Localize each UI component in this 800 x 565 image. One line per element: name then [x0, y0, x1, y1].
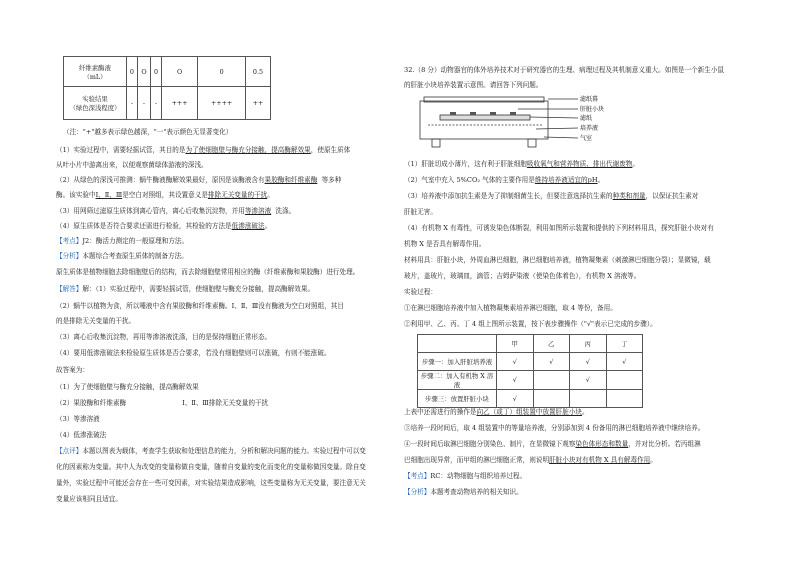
table-cell: +++	[161, 87, 197, 120]
question-32-line2: 的肝脏小块培养装置示意图。请回答下列问题。	[404, 81, 543, 89]
jieda-4: （4）要用低渗涨破法来检验原生质体是否合要求，若没有细胞壁则可以涨破，有则不能涨破。	[56, 349, 331, 357]
table-cell: 0	[127, 57, 138, 87]
jieda-2-line2: 的是排除无关变量的干扰。	[56, 317, 136, 325]
table-row: 步骤一：加入肝脏培养液 √ √ √ √	[418, 353, 643, 371]
final-answer-1: （1）为了使细胞壁与酶充分接触，提高酶解效果	[56, 383, 199, 391]
final-answer-3: （3）等渗溶液	[56, 415, 100, 423]
table-row-label: 实验结果 （绿色深浅程度）	[64, 87, 127, 120]
question-3: （3）用网筛过滤原生质体到离心管内，离心后收集沉淀物，并用等渗溶液 洗涤。	[56, 207, 296, 215]
table-cell: -	[137, 87, 150, 120]
final-answer-4: （4）低渗涨破法	[56, 431, 107, 439]
label-peiyangye: 培养液	[580, 125, 599, 132]
table-header: 丙	[570, 335, 607, 353]
table-cell: 0	[198, 57, 246, 87]
r-fenxi: 【分析】本题考查动物培养的相关知识。	[404, 488, 523, 496]
step-4: ④一段时间后取淋巴细胞分别染色、制片，在显微镜下观察染色体形态和数量，并对比分析。若丙组淋	[404, 440, 701, 448]
r-question-2: （2）气室中充入 5%CO₂ 气体的主要作用是维持培养液适宜的pH。	[404, 176, 605, 184]
fenxi-line2: 原生质体是植物细胞去除细胞壁后的结构，而去除细胞壁常用相应的酶（纤维素酶和果胶酶）进行处理。	[56, 268, 360, 276]
materials: 材料用具：肝脏小块，外周血淋巴细胞，淋巴细胞培养液，植物凝集素（刺激淋巴细胞分裂）；显微镜，载	[404, 256, 711, 264]
table-cell: ++	[246, 87, 271, 120]
question-4: （4）原生质体是否符合要求还需进行检验，其检验的方法是低渗涨破法。	[56, 222, 272, 230]
question-2-line2: 酶。该实验中I、Ⅱ、Ⅲ是空白对照组，其设置意义是排除无关变量的干扰。	[56, 191, 274, 199]
r-question-3-line2: 肝脏无害。	[404, 208, 437, 216]
step-2: ②利用甲、乙、丙、丁 4 组上图所示装置，按下表步骤操作（"√"表示已完成的步骤）。	[404, 320, 657, 328]
question-1: （1）实验过程中，需要轻摇试管，其目的是为了使细胞壁与酶充分接触，提高酶解效果，使原生质体	[56, 146, 351, 154]
label-lvzhimu: 滤纸幕	[580, 96, 599, 103]
r-question-3: （3）培养液中添加抗生素是为了抑制细菌生长，但要注意选择抗生素的种类和剂量，以保证抗生素对	[404, 192, 699, 200]
answer-2a: 果胶酶和纤维素酶	[264, 176, 318, 184]
table-cell: -	[151, 87, 162, 120]
dianping-line4: 变量应该相同且适宜。	[56, 495, 122, 503]
table-cell: -	[127, 87, 138, 120]
answer-label: 故答案为：	[56, 366, 89, 374]
question-2: （2）从绿色的深浅可推测：蜗牛酶液酶解效果最好，原因是该酶液含有果胶酶和纤维素酶 等多种	[56, 176, 342, 184]
step-4-line2: 巴细胞出现异常，而甲组的淋巴细胞正常，则说明肝脏小块对有机物 X 具有解毒作用。	[404, 456, 657, 464]
r-question-1: （1）肝脏切成小薄片，这有利于肝脏细胞吸收氧气和营养物质、排出代谢废物。	[404, 160, 639, 168]
table-cell: ++++	[198, 87, 246, 120]
answer-1: 为了使细胞壁与酶充分接触，提高酶解效果	[185, 146, 311, 154]
r-question-4-line2: 机物 X 是否具有解毒作用。	[404, 240, 486, 248]
table-header	[418, 335, 497, 353]
r-kaodian: 【考点】RC：动物细胞与组织培养过程。	[404, 472, 527, 480]
jieda: 【解答】解：（1）实验过程中，需要轻摇试管，使细胞壁与酶充分接触，提高酶解效果。	[56, 285, 315, 293]
table-followup: 上表中还需进行的操作是向乙（或丁）组装置中放置肝脏小块。	[404, 408, 589, 416]
step-3: ③培养一段时间后，取 4 组装置中的等量培养液，分别添加到 4 份备用的淋巴细胞培养液中继续培养。	[404, 424, 705, 432]
dianping-line2: 化的因素称为变量。其中人为改变的变量称做自变量，随着自变量的变化而变化的变量称做因变量。除自变	[56, 463, 366, 471]
final-answer-2: （2）果胶酶和纤维素酶 I、Ⅱ、Ⅲ排除无关变量的干扰	[56, 399, 269, 407]
culture-apparatus-diagram	[410, 93, 630, 155]
dianping: 【点评】本题以图表为载体，考查学生获取和处理信息的能力，分析和解决问题的能力。实验过程中可以变	[56, 447, 366, 455]
materials-line2: 玻片，盖玻片，玻璃皿，滴管；吉姆萨染液（使染色体着色），有机物 X 溶液等。	[404, 272, 641, 280]
table-cell: 0	[151, 57, 162, 87]
table-header: 丁	[606, 335, 643, 353]
step-1: ①在淋巴细胞培养液中加入植物凝集素培养淋巴细胞，取 4 等份，备用。	[404, 304, 617, 312]
kaodian: 【考点】J2：酶活力测定的一般原理和方法。	[56, 237, 189, 245]
table-row-label: 纤维素酶液 （mL）	[64, 57, 127, 87]
procedure-label: 实验过程：	[404, 288, 437, 296]
table-cell: O	[137, 57, 150, 87]
label-lvzhi: 滤纸	[580, 115, 593, 122]
table-cell: 0.5	[246, 57, 271, 87]
steps-table	[417, 334, 643, 408]
table-row: 步骤二：加入有机物 X 溶液 √ √	[418, 371, 643, 390]
question-1-line2: 从叶小片中游离出来，以便观察菌绿体游液的深浅。	[56, 161, 208, 169]
dianping-line3: 量外，实验过程中可能还会存在一些可变因素，对实验结果造成影响，这些变量称为无关变量，要注意无关	[56, 479, 366, 487]
table-cell: O	[161, 57, 197, 87]
label-qishi: 气室	[580, 135, 593, 142]
r-question-4: （4）有机物 X 有毒性，可诱发染色体断裂，利用如图所示装置和提供的下列材料用具，探究肝脏小块对有	[404, 224, 714, 232]
table-note: （注："+"越多表示绿色越深，"一"表示颜色无显著变化）	[63, 128, 233, 136]
question-32: 32.（8 分）动物器官的体外培养技术对于研究器官的生理、病理过程及其机制意义重大。如图是一个新生小鼠	[404, 66, 725, 74]
table-row: 步骤三：放置肝脏小块 √	[418, 390, 643, 408]
jieda-3: （3）离心后收集沉淀物，再用等渗溶液洗涤，目的是保持细胞正常形态。	[56, 333, 272, 341]
fenxi: 【分析】本题综合考查原生质体的制备方法。	[56, 252, 188, 260]
jieda-2: （2）蜗牛以植物为食，所以唾液中含有果胶酶和纤维素酶。I、Ⅱ、Ⅲ没有酶液为空白对照组，其目	[56, 302, 344, 310]
table-header: 甲	[497, 335, 534, 353]
label-ganzang: 肝脏小块	[580, 106, 605, 113]
enzyme-table	[63, 56, 271, 120]
table-header: 乙	[533, 335, 570, 353]
